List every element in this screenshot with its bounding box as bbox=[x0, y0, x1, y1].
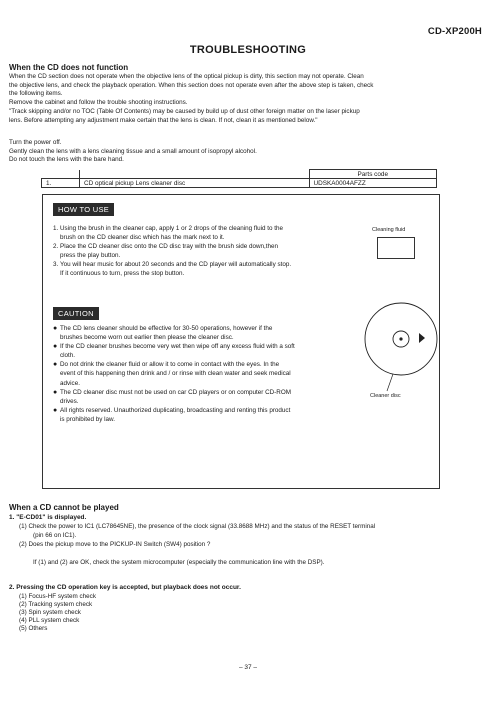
list-item: ● The CD lens cleaner should be effective for 30-50 operations, however if the brushes become worn out earlier then please the cleaner disc. bbox=[53, 325, 273, 342]
list-item: ● All rights reserved. Unauthorized duplicating, broadcasting and renting this product is prohibited by law. bbox=[53, 406, 291, 423]
disc-leader-line bbox=[387, 374, 393, 391]
list-item: (pin 66 on IC1). bbox=[33, 532, 77, 539]
cleaning-fluid-label: Cleaning fluid bbox=[372, 227, 406, 233]
bullet-icon: ● bbox=[53, 343, 58, 351]
cleaner-disc-illustration bbox=[353, 295, 443, 395]
item1-title: 1. "E-CD01" is displayed. bbox=[9, 514, 87, 521]
bullet-icon: ● bbox=[53, 325, 58, 332]
cleaning-fluid-illustration bbox=[377, 237, 415, 259]
list-item: 1. Using the brush in the cleaner cap, apply 1 or 2 drops of the cleaning fluid to the brush on the CD cleaner disc which has the mark next to it. bbox=[53, 225, 283, 242]
intro-line: When the CD section does not operate when the objective lens of the optical pickup is dirty, this section may not operate. Clean bbox=[9, 73, 364, 80]
list-item: 3. You will hear music for about 20 seconds and the CD player will automatically stop. If it continuous to turn, press the stop button. bbox=[53, 261, 292, 278]
instruction-line: Gently clean the lens with a lens cleaning tissue and a small amount of isopropyl alcohol. bbox=[9, 147, 257, 155]
list-item: (3) Spin system check bbox=[19, 609, 81, 616]
instruction-line: Turn the power off. bbox=[9, 139, 62, 146]
list-item: (2) Tracking system check bbox=[19, 601, 93, 608]
item2-title: 2. Pressing the CD operation key is accepted, but playback does not occur. bbox=[9, 584, 241, 591]
section-heading-cd-not-function: When the CD does not function bbox=[9, 63, 129, 72]
list-item: (1) Focus-HF system check bbox=[19, 593, 96, 600]
list-item: (4) PLL system check bbox=[19, 617, 80, 624]
section-heading-cd-cannot-play: When a CD cannot be played bbox=[9, 503, 119, 512]
parts-description: CD optical pickup Lens cleaner disc bbox=[80, 179, 310, 188]
play-triangle-icon bbox=[419, 333, 425, 343]
parts-index: 1. bbox=[42, 179, 80, 188]
model-number: CD-XP200H bbox=[427, 26, 482, 37]
intro-line: the objective lens, and check the playback operation. When this section does not operate even after the above step is taken, check bbox=[9, 81, 374, 89]
intro-line: the following items. bbox=[9, 90, 63, 98]
list-item: ● Do not drink the cleaner fluid or allow it to come in contact with the eyes. In the event of this happening then drink and / or rinse with clean water and seek medical advice. bbox=[53, 361, 291, 387]
bullet-icon: ● bbox=[53, 406, 58, 414]
list-item: (5) Others bbox=[19, 625, 48, 632]
table-row bbox=[42, 179, 437, 188]
lens-cleaner-instruction-box bbox=[42, 194, 440, 489]
how-to-use-steps bbox=[53, 224, 353, 279]
bullet-icon: ● bbox=[53, 361, 58, 369]
list-item: (2) Does the pickup move to the PICKUP-IN Switch (SW4) position ? bbox=[19, 541, 211, 548]
disc-center-dot bbox=[399, 337, 402, 340]
intro-line: Remove the cabinet and follow the trouble shooting instructions. bbox=[9, 99, 188, 107]
cleaner-disc-label: Cleaner disc bbox=[370, 393, 401, 399]
list-item: (1) Check the power to IC1 (LC78645NE), the presence of the clock signal (33.8688 MHz) and the status of the RESET terminal bbox=[19, 523, 376, 530]
instruction-line: Do not touch the lens with the bare hand. bbox=[9, 156, 124, 164]
intro-line: "Track skipping and/or no TOC (Table Of Contents) may be caused by build up of dust other foreign matter on the laser pickup bbox=[9, 107, 360, 115]
parts-code-header: Parts code bbox=[309, 170, 436, 179]
how-to-use-tag: HOW TO USE bbox=[53, 203, 114, 216]
cleaning-instructions bbox=[9, 139, 487, 165]
caution-list bbox=[53, 324, 353, 424]
parts-table bbox=[41, 169, 437, 188]
page-number: – 37 – bbox=[238, 664, 258, 671]
list-item: 2. Place the CD cleaner disc onto the CD disc tray with the brush side down,then press the play button. bbox=[53, 243, 279, 260]
page-title: TROUBLESHOOTING bbox=[189, 44, 307, 56]
list-item: ● The CD cleaner disc must not be used on car CD players or on computer CD-ROM drives. bbox=[53, 388, 291, 405]
list-item: If (1) and (2) are OK, check the system microcomputer (especially the communication line with the DSP). bbox=[33, 559, 325, 566]
intro-line: lens. Before attempting any adjustment make certain that the lens is clean. If not, clean it as mentioned below." bbox=[9, 116, 318, 124]
intro-paragraph bbox=[9, 73, 487, 125]
caution-tag: CAUTION bbox=[53, 307, 99, 320]
bullet-icon: ● bbox=[53, 388, 58, 396]
parts-code: UDSKA0004AFZZ bbox=[309, 179, 436, 188]
list-item: ● If the CD cleaner brushes become very wet then wipe off any excess fluid with a soft cloth. bbox=[53, 343, 295, 360]
